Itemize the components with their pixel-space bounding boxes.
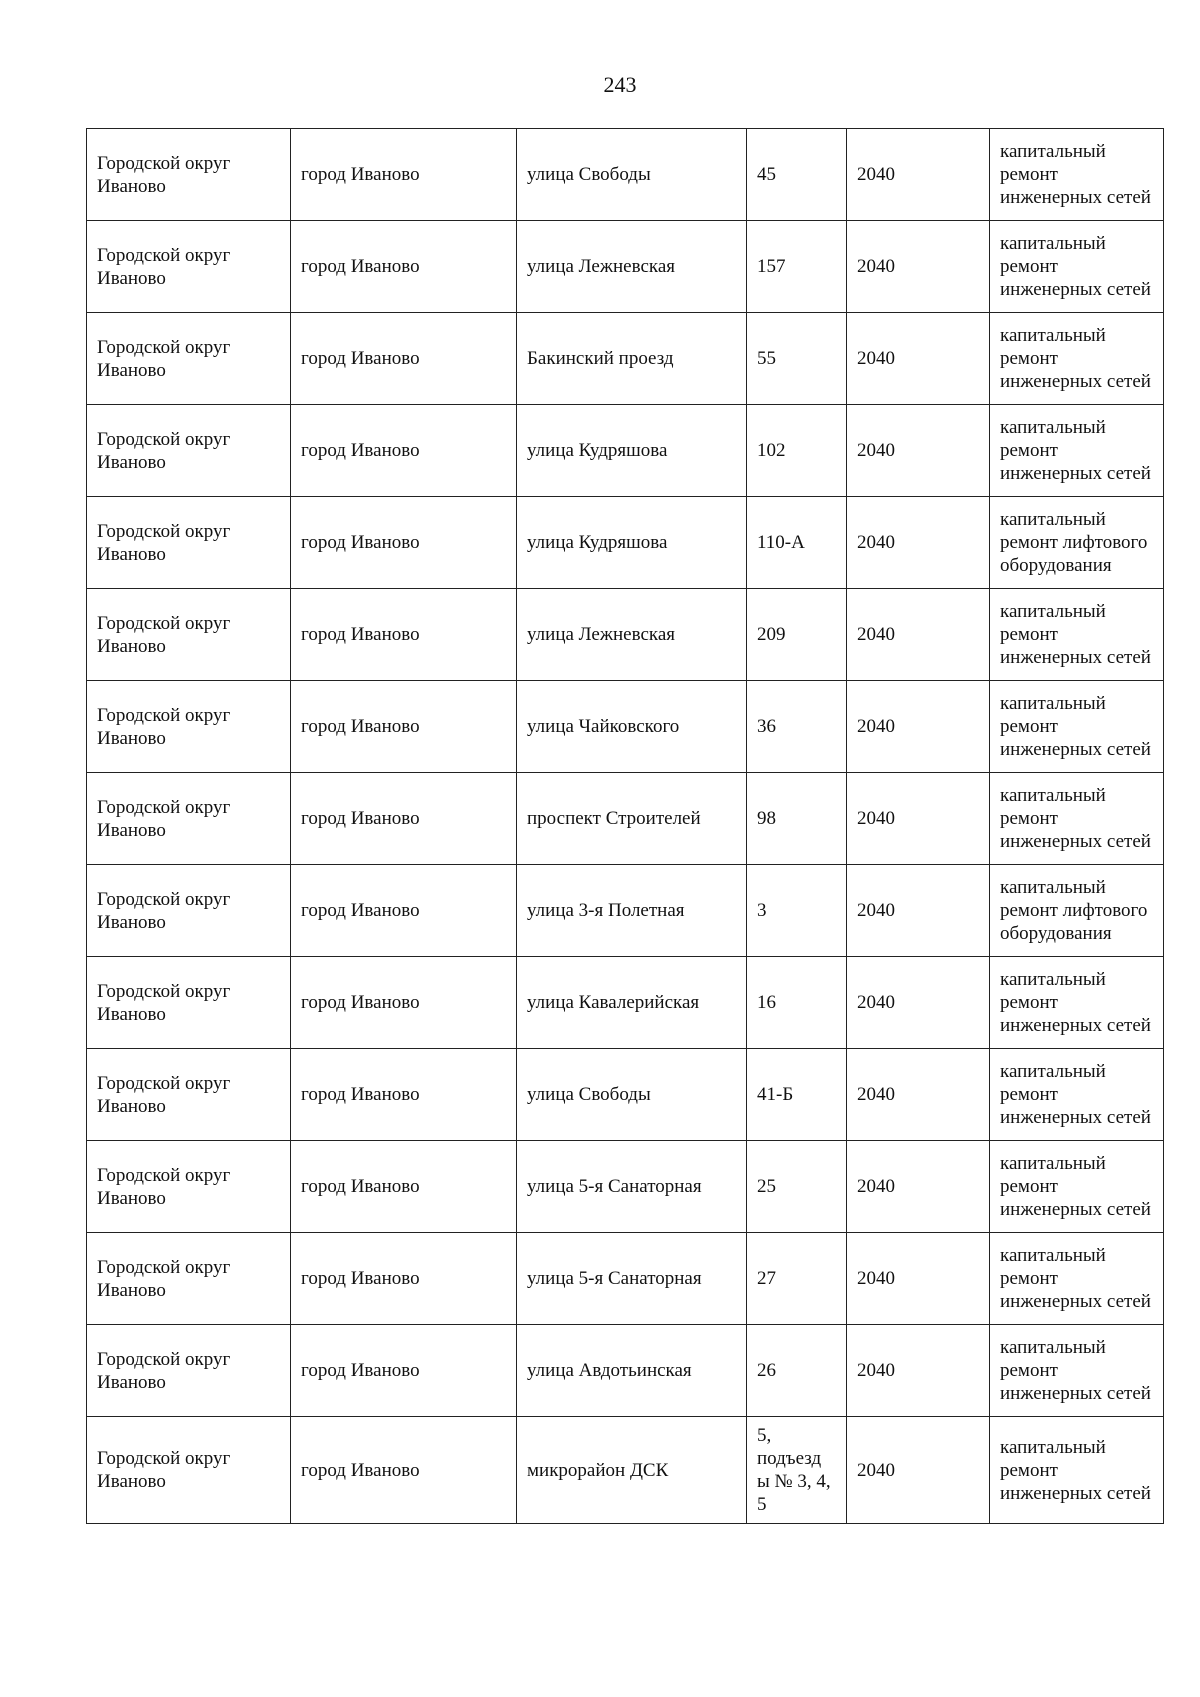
- street-cell: проспект Строителей: [517, 773, 747, 865]
- street-cell: улица Кавалерийская: [517, 957, 747, 1049]
- house-number-cell: 209: [747, 589, 847, 681]
- street-cell: улица 5-я Санаторная: [517, 1141, 747, 1233]
- locality-cell: город Иваново: [291, 221, 517, 313]
- street-cell: Бакинский проезд: [517, 313, 747, 405]
- locality-cell: город Иваново: [291, 405, 517, 497]
- locality-cell: город Иваново: [291, 865, 517, 957]
- municipality-cell: Городской округ Иваново: [87, 1141, 291, 1233]
- municipality-cell: Городской округ Иваново: [87, 497, 291, 589]
- table-row: [87, 1325, 1164, 1417]
- house-number-cell: 26: [747, 1325, 847, 1417]
- table-row: [87, 497, 1164, 589]
- house-number-cell: 27: [747, 1233, 847, 1325]
- table-row: [87, 1141, 1164, 1233]
- year-cell: 2040: [847, 1141, 990, 1233]
- year-cell: 2040: [847, 1049, 990, 1141]
- work-type-cell: капитальный ремонт инженерных сетей: [990, 1417, 1164, 1524]
- municipality-cell: Городской округ Иваново: [87, 1049, 291, 1141]
- street-cell: улица 3-я Полетная: [517, 865, 747, 957]
- work-type-cell: капитальный ремонт инженерных сетей: [990, 1141, 1164, 1233]
- year-cell: 2040: [847, 865, 990, 957]
- locality-cell: город Иваново: [291, 1141, 517, 1233]
- table-row: [87, 773, 1164, 865]
- locality-cell: город Иваново: [291, 1049, 517, 1141]
- street-cell: улица Чайковского: [517, 681, 747, 773]
- municipality-cell: Городской округ Иваново: [87, 865, 291, 957]
- street-cell: улица Авдотьинская: [517, 1325, 747, 1417]
- table-row: [87, 957, 1164, 1049]
- table-row: [87, 589, 1164, 681]
- table-row: [87, 681, 1164, 773]
- house-number-cell: 36: [747, 681, 847, 773]
- house-number-cell: 55: [747, 313, 847, 405]
- year-cell: 2040: [847, 681, 990, 773]
- municipality-cell: Городской округ Иваново: [87, 405, 291, 497]
- street-cell: улица Лежневская: [517, 589, 747, 681]
- work-type-cell: капитальный ремонт инженерных сетей: [990, 405, 1164, 497]
- locality-cell: город Иваново: [291, 313, 517, 405]
- table-row: [87, 313, 1164, 405]
- work-type-cell: капитальный ремонт инженерных сетей: [990, 773, 1164, 865]
- year-cell: 2040: [847, 497, 990, 589]
- year-cell: 2040: [847, 1233, 990, 1325]
- locality-cell: город Иваново: [291, 129, 517, 221]
- table-row: [87, 405, 1164, 497]
- municipality-cell: Городской округ Иваново: [87, 1325, 291, 1417]
- street-cell: микрорайон ДСК: [517, 1417, 747, 1524]
- work-type-cell: капитальный ремонт лифтового оборудования: [990, 497, 1164, 589]
- house-number-cell: 110-А: [747, 497, 847, 589]
- table-body: [87, 129, 1164, 1524]
- house-number-cell: 157: [747, 221, 847, 313]
- municipality-cell: Городской округ Иваново: [87, 313, 291, 405]
- house-number-cell: 102: [747, 405, 847, 497]
- locality-cell: город Иваново: [291, 1233, 517, 1325]
- work-type-cell: капитальный ремонт инженерных сетей: [990, 1233, 1164, 1325]
- year-cell: 2040: [847, 957, 990, 1049]
- street-cell: улица Кудряшова: [517, 405, 747, 497]
- work-type-cell: капитальный ремонт инженерных сетей: [990, 1325, 1164, 1417]
- table-row: [87, 1233, 1164, 1325]
- locality-cell: город Иваново: [291, 957, 517, 1049]
- repair-schedule-table: [86, 128, 1164, 1524]
- house-number-cell: 98: [747, 773, 847, 865]
- house-number-cell: 25: [747, 1141, 847, 1233]
- house-number-cell: 3: [747, 865, 847, 957]
- year-cell: 2040: [847, 313, 990, 405]
- year-cell: 2040: [847, 129, 990, 221]
- street-cell: улица 5-я Санаторная: [517, 1233, 747, 1325]
- work-type-cell: капитальный ремонт инженерных сетей: [990, 957, 1164, 1049]
- table-row: [87, 865, 1164, 957]
- year-cell: 2040: [847, 773, 990, 865]
- municipality-cell: Городской округ Иваново: [87, 589, 291, 681]
- street-cell: улица Свободы: [517, 129, 747, 221]
- year-cell: 2040: [847, 221, 990, 313]
- locality-cell: город Иваново: [291, 1325, 517, 1417]
- street-cell: улица Свободы: [517, 1049, 747, 1141]
- locality-cell: город Иваново: [291, 497, 517, 589]
- year-cell: 2040: [847, 405, 990, 497]
- house-number-cell: 45: [747, 129, 847, 221]
- street-cell: улица Лежневская: [517, 221, 747, 313]
- table-row: [87, 1049, 1164, 1141]
- municipality-cell: Городской округ Иваново: [87, 1233, 291, 1325]
- house-number-cell: 16: [747, 957, 847, 1049]
- house-number-cell: 5, подъезд ы № 3, 4, 5: [747, 1417, 847, 1524]
- work-type-cell: капитальный ремонт инженерных сетей: [990, 313, 1164, 405]
- work-type-cell: капитальный ремонт лифтового оборудования: [990, 865, 1164, 957]
- work-type-cell: капитальный ремонт инженерных сетей: [990, 1049, 1164, 1141]
- municipality-cell: Городской округ Иваново: [87, 681, 291, 773]
- table-row: [87, 129, 1164, 221]
- page-number: 243: [603, 72, 637, 97]
- municipality-cell: Городской округ Иваново: [87, 1417, 291, 1524]
- municipality-cell: Городской округ Иваново: [87, 221, 291, 313]
- work-type-cell: капитальный ремонт инженерных сетей: [990, 589, 1164, 681]
- year-cell: 2040: [847, 589, 990, 681]
- locality-cell: город Иваново: [291, 773, 517, 865]
- locality-cell: город Иваново: [291, 589, 517, 681]
- table-row: [87, 221, 1164, 313]
- street-cell: улица Кудряшова: [517, 497, 747, 589]
- table-row: [87, 1417, 1164, 1524]
- year-cell: 2040: [847, 1325, 990, 1417]
- locality-cell: город Иваново: [291, 681, 517, 773]
- work-type-cell: капитальный ремонт инженерных сетей: [990, 681, 1164, 773]
- municipality-cell: Городской округ Иваново: [87, 957, 291, 1049]
- work-type-cell: капитальный ремонт инженерных сетей: [990, 129, 1164, 221]
- house-number-cell: 41-Б: [747, 1049, 847, 1141]
- year-cell: 2040: [847, 1417, 990, 1524]
- municipality-cell: Городской округ Иваново: [87, 129, 291, 221]
- locality-cell: город Иваново: [291, 1417, 517, 1524]
- work-type-cell: капитальный ремонт инженерных сетей: [990, 221, 1164, 313]
- municipality-cell: Городской округ Иваново: [87, 773, 291, 865]
